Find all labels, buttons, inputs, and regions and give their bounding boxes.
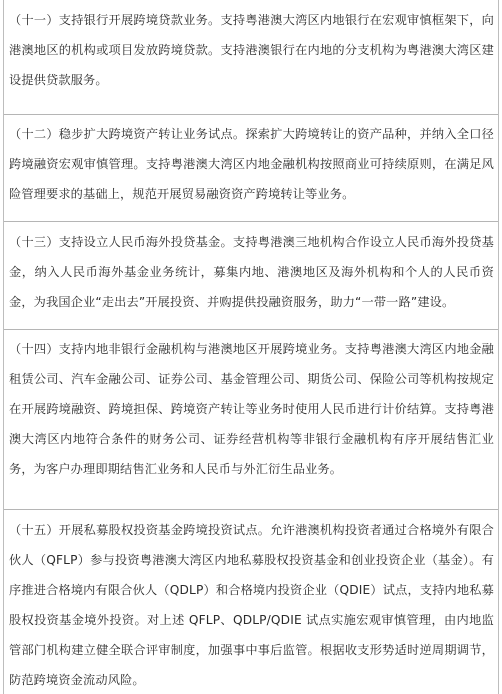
- policy-document-table: [3, 0, 499, 694]
- policy-item-14: [4, 330, 498, 510]
- policy-item-text: （十三）支持设立人民币海外投贷基金。支持粤港澳三地机构合作设立人民币海外投贷基金，纳入人民币海外基金业务统计，募集内地、港澳地区及海外机构和个人的人民币资金，为我国企业“走出去”开展投资、并购提供投融资服务，助力“一带一路”建设。: [9, 235, 494, 309]
- policy-item-text: （十一）支持银行开展跨境贷款业务。支持粤港澳大湾区内地银行在宏观审慎框架下，向港澳地区的机构或项目发放跨境贷款。支持港澳银行在内地的分支机构为粤港澳大湾区建设提供贷款服务。: [9, 13, 494, 87]
- policy-item-15: [4, 510, 498, 694]
- policy-item-text: （十五）开展私募股权投资基金跨境投资试点。允许港澳机构投资者通过合格境外有限合伙人（QFLP）参与投资粤港澳大湾区内地私募股权投资基金和创业投资企业（基金）。有序推进合格境内有限合伙人（QDLP）和合格境内投资企业（QDIE）试点，支持内地私募股权投资基金境外投资。对上述 QFLP、QDLP/QDIE 试点实施宏观审慎管理，由内地监管部门机构建立健全联合评审制度，加强事中事后监管。根据收支形势适时逆周期调节，防范跨境资金流动风险。: [9, 523, 494, 687]
- policy-item-12: [4, 115, 498, 222]
- policy-item-text: （十二）稳步扩大跨境资产转让业务试点。探索扩大跨境转让的资产品种，并纳入全口径跨境融资宏观审慎管理。支持粤港澳大湾区内地金融机构按照商业可持续原则，在满足风险管理要求的基础上，规范开展贸易融资资产跨境转让等业务。: [9, 127, 494, 201]
- policy-item-text: （十四）支持内地非银行金融机构与港澳地区开展跨境业务。支持粤港澳大湾区内地金融租赁公司、汽车金融公司、证券公司、基金管理公司、期货公司、保险公司等机构按规定在开展跨境融资、跨境担保、跨境资产转让等业务时使用人民币进行计价结算。支持粤港澳大湾区内地符合条件的财务公司、证券经营机构等非银行金融机构有序开展结售汇业务，为客户办理即期结售汇业务和人民币与外汇衍生品业务。: [9, 342, 494, 476]
- policy-item-13: [4, 222, 498, 330]
- policy-item-11: [4, 0, 498, 115]
